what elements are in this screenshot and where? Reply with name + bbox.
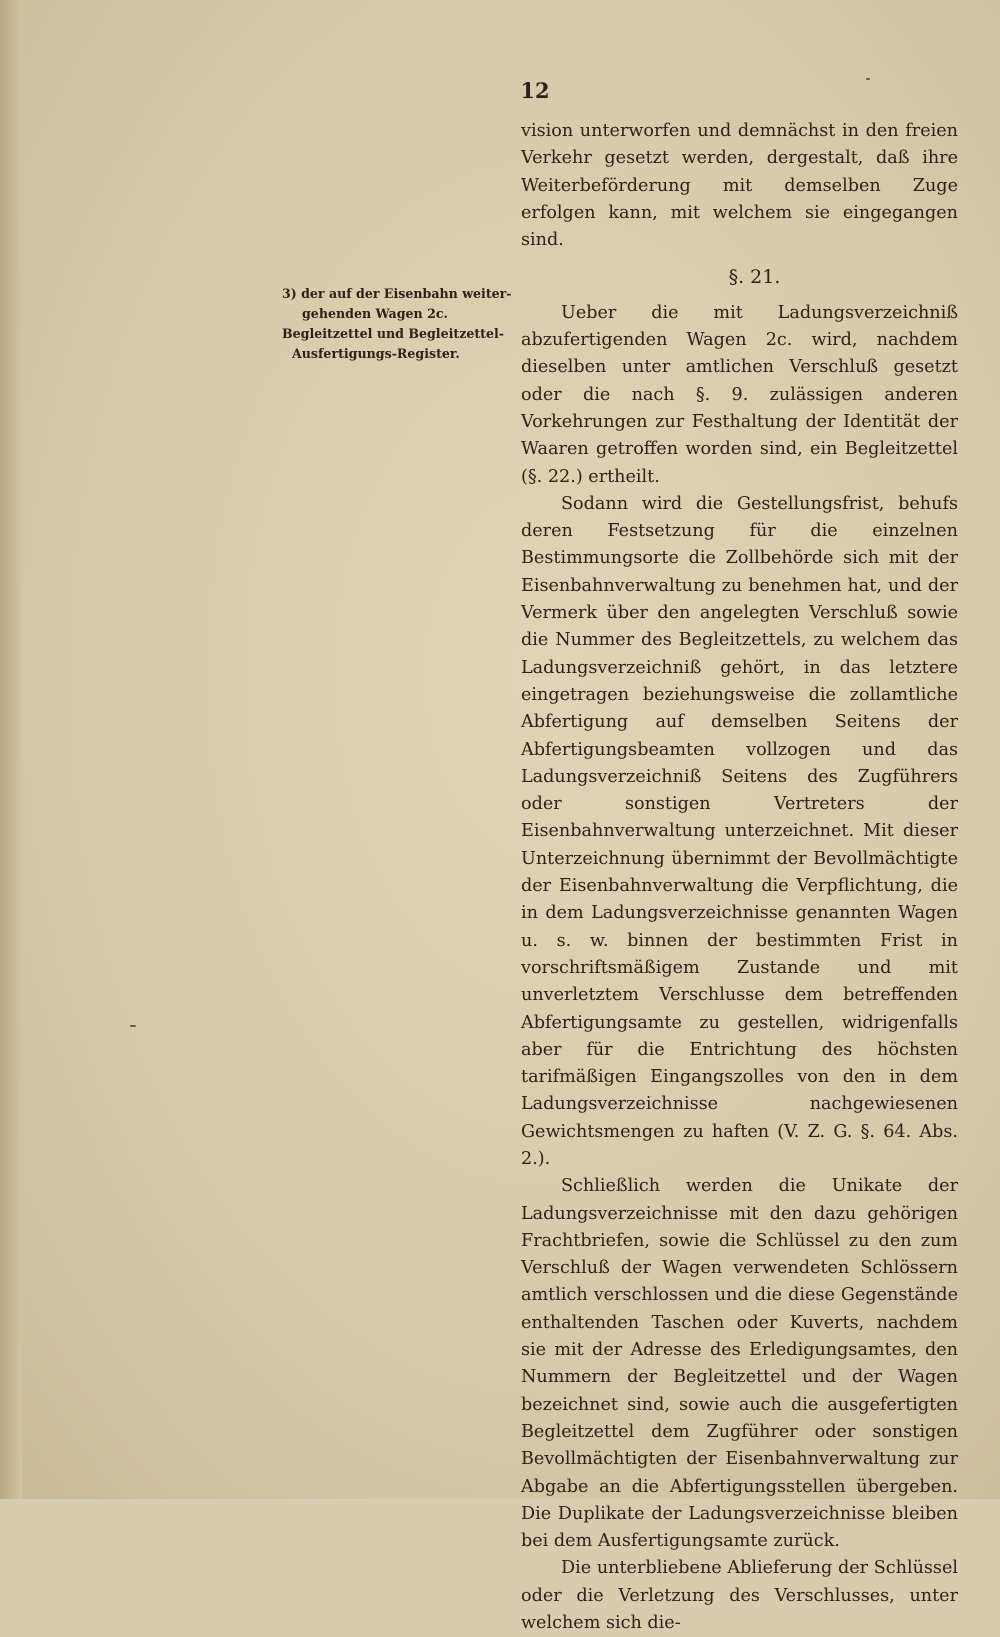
body-paragraph: Die unterbliebene Ablieferung der Schlüssel oder die Verletzung des Verschlusses, unter welchem sich die-: [521, 1558, 958, 1634]
body-paragraph: Ueber die mit Ladungsverzeichniß abzufertigenden Wagen 2c. wird, nachdem dieselben unter amtlichen Verschluß gesetzt oder die nach §. 9. zulässigen anderen Vorkehrungen zur Festhaltung der Identität der Waaren getroffen worden sind, ein Begleitzettel (§. 22.) ertheilt.: [521, 302, 958, 487]
page-edge-shadow: [0, 0, 22, 1499]
body-paragraph: Schließlich werden die Unikate der Ladungsverzeichnisse mit den dazu gehörigen Frachtbriefen, sowie die Schlüssel zu den zum Verschluß der Wagen verwendeten Schlössern amtlich verschlossen und die diese Gegenstände enthaltenden Taschen oder Kuverts, nachdem sie mit der Adresse des Erledigungsamtes, den Nummern der Begleitzettel und der Wagen bezeichnet sind, sowie auch die ausgefertigten Begleitzettel dem Zugführer oder sonstigen Bevollmächtigten der Eisenbahnverwaltung zur Abgabe an die Abfertigungsstellen übergeben. Die Duplikate der Ladungsverzeichnisse bleiben bei dem Ausfertigungsamte zurück.: [521, 1176, 958, 1552]
continued-paragraph: vision unterworfen und demnächst in den freien Verkehr gesetzt werden, dergestalt, daß ihre Weiterbeförderung mit demselben Zuge erfolgen kann, mit welchem sie eingegangen sind.: [521, 121, 958, 251]
margin-note-line: gehenden Wagen 2c.: [302, 306, 448, 321]
section-heading: §. 21.: [728, 266, 781, 289]
margin-note-line: 3) der auf der Eisenbahn weiter-: [282, 286, 512, 301]
page-number: 12: [520, 78, 550, 103]
margin-note-line: Ausfertigungs-Register.: [292, 346, 460, 361]
margin-note: [282, 284, 522, 364]
body-paragraph: Sodann wird die Gestellungsfrist, behufs deren Festsetzung für die einzelnen Bestimmungsorte die Zollbehörde sich mit der Eisenbahnverwaltung zu benehmen hat, und der Vermerk über den angelegten Verschluß sowie die Nummer des Begleitzettels, zu welchem das Ladungsverzeichniß gehört, in das letztere eingetragen beziehungsweise die zollamtliche Abfertigung auf demselben Seitens der Abfertigungsbeamten vollzogen und das Ladungsverzeichniß Seitens des Zugführers oder sonstigen Vertreters der Eisenbahnverwaltung unterzeichnet. Mit dieser Unterzeichnung übernimmt der Bevollmächtigte der Eisenbahnverwaltung die Verpflichtung, die in dem Ladungsverzeichnisse genannten Wagen u. s. w. binnen der bestimmten Frist in vorschriftsmäßigem Zustande und mit unverletztem Verschlusse dem betreffenden Abfertigungsamte zu gestellen, widrigenfalls aber für die Entrichtung des höchsten tarifmäßigen Eingangszolles von den in dem Ladungsverzeichnisse nachgewiesenen Gewichtsmengen zu haften (V. Z. G. §. 64. Abs. 2.).: [521, 493, 958, 1169]
paper-speck: [130, 1025, 136, 1027]
paper-speck: [866, 78, 870, 80]
main-text-column: [521, 118, 958, 1637]
margin-note-line: Begleitzettel und Begleitzettel-: [282, 326, 505, 341]
